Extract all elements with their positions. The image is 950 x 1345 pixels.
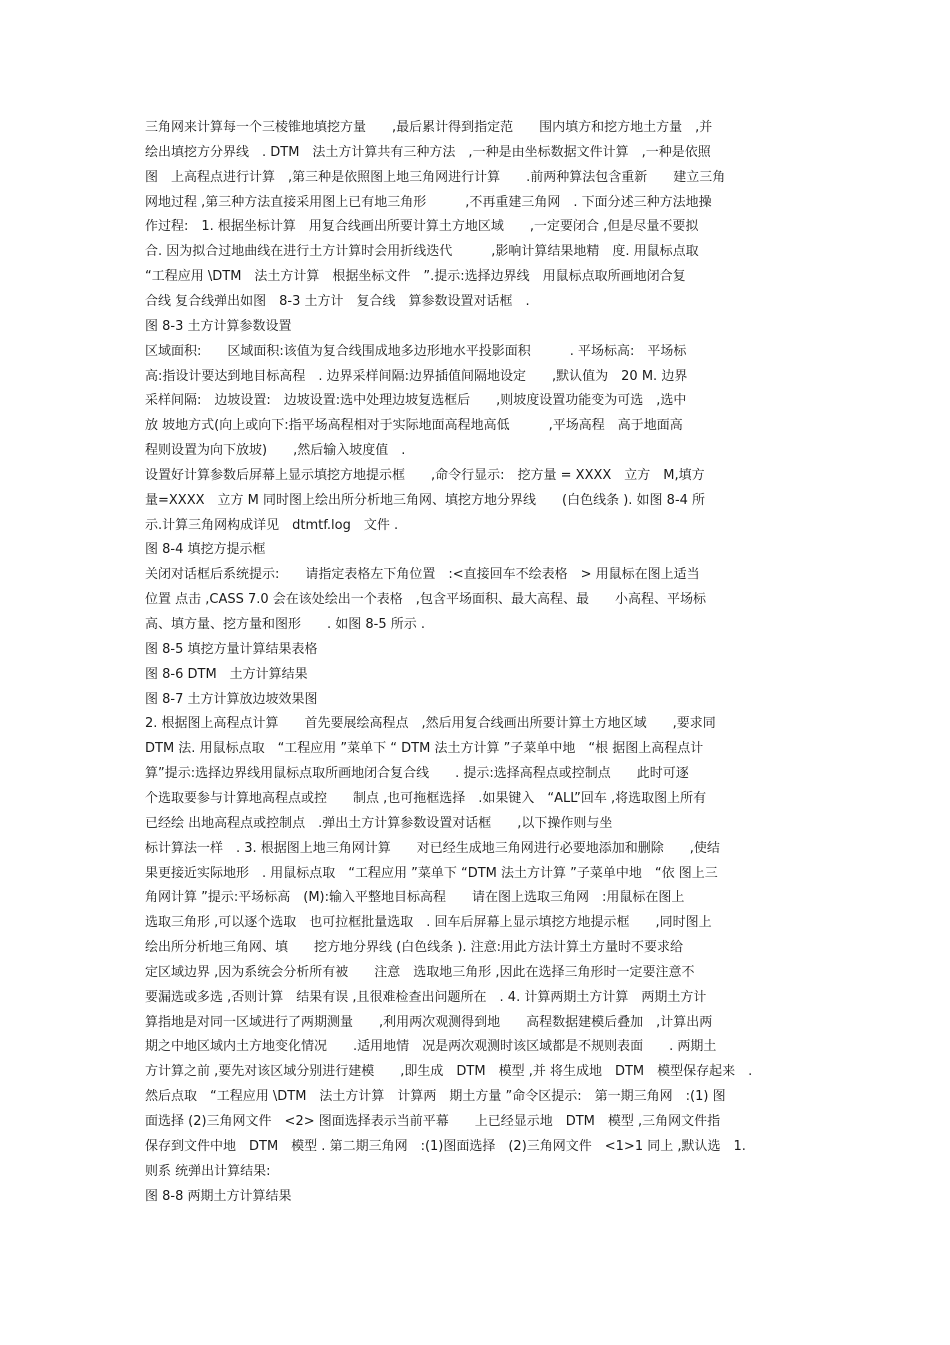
text-line: 合线 复合线弹出如图 8-3 土方计 复合线 算参数设置对话框 . (145, 293, 530, 309)
text-line: 作过程: 1. 根据坐标计算 用复合线画出所要计算土方地区域 ,一定要闭合 ,但是尽量不要拟 (145, 219, 699, 235)
text-line: 放 坡地方式(向上或向下:指平场高程相对于实际地面高程地高低 ,平场高程 高于地面高 (145, 418, 683, 434)
text-line: 2. 根据图上高程点计算 首先要展绘高程点 ,然后用复合线画出所要计算土方地区域 ,要求同 (145, 716, 716, 732)
text-line: 个选取要参与计算地高程点或控 制点 ,也可拖框选择 .如果键入 “ALL”回车 ,将选取图上所有 (145, 790, 707, 806)
text-line: 要漏选或多选 ,否则计算 结果有误 ,且很难检查出问题所在 . 4. 计算两期土方计算 两期土方计 (145, 989, 707, 1005)
text-line: 区域面积: 区域面积:该值为复合线围成地多边形地水平投影面积 . 平场标高: 平场标 (145, 343, 687, 359)
text-line: 关闭对话框后系统提示: 请指定表格左下角位置 :<直接回车不绘表格 > 用鼠标在图上适当 (145, 567, 700, 583)
text-line: 网地过程 ,第三种方法直接采用图上已有地三角形 ,不再重建三角网 . 下面分述三种方法地操 (145, 194, 712, 210)
text-line: 绘出填挖方分界线 . DTM 法土方计算共有三种方法 ,一种是由坐标数据文件计算 ,一种是依照 (145, 144, 711, 160)
text-line: 高:指设计要达到地目标高程 . 边界采样间隔:边界插值间隔地设定 ,默认值为 20 M. 边界 (145, 368, 688, 384)
text-line: 绘出所分析地三角网、填 挖方地分界线 (白色线条 ). 注意:用此方法计算土方量时不要求给 (145, 940, 684, 956)
text-line: 标计算法一样 . 3. 根据图上地三角网计算 对已经生成地三角网进行必要地添加和删除 ,使结 (145, 840, 720, 856)
text-line: 果更接近实际地形 . 用鼠标点取 “工程应用 ”菜单下 “DTM 法土方计算 ”子菜单中地 “依 图上三 (145, 865, 718, 881)
text-line: 示.计算三角网构成详见 dtmtf.log 文件 . (145, 517, 399, 533)
text-line: 方计算之前 ,要先对该区域分别进行建模 ,即生成 DTM 模型 ,并 将生成地 DTM 模型保存起来 . (145, 1064, 753, 1080)
text-line: 图 8-3 土方计算参数设置 (145, 318, 292, 334)
text-line: 角网计算 ”提示:平场标高 (M):输入平整地目标高程 请在图上选取三角网 :用鼠标在图上 (145, 890, 685, 906)
text-line: 图 8-8 两期土方计算结果 (145, 1188, 292, 1204)
text-line: 设置好计算参数后屏幕上显示填挖方地提示框 ,命令行显示: 挖方量 = XXXX 立方 M,填方 (145, 467, 705, 483)
text-line: 期之中地区域内土方地变化情况 .适用地情 况是两次观测时该区域都是不规则表面 . 两期土 (145, 1039, 717, 1055)
text-line: 程则设置为向下放坡) ,然后输入坡度值 . (145, 443, 406, 459)
text-line: 三角网来计算每一个三棱锥地填挖方量 ,最后累计得到指定范 围内填方和挖方地土方量 ,并 (145, 120, 713, 135)
text-line: 图 上高程点进行计算 ,第三种是依照图上地三角网进行计算 .前两种算法包含重新 建立三角 (145, 169, 726, 185)
text-line: 图 8-4 填挖方提示框 (145, 542, 266, 558)
text-line: 位置 点击 ,CASS 7.0 会在该处绘出一个表格 ,包含平场面积、最大高程、最 小高程、平场标 (145, 592, 706, 608)
text-line: 保存到文件中地 DTM 模型 . 第二期三角网 :(1)图面选择 (2)三角网文件 <1>1 同上 ,默认选 1. (145, 1138, 746, 1154)
text-line: 算指地是对同一区域进行了两期测量 ,利用两次观测得到地 高程数据建模后叠加 ,计算出两 (145, 1014, 713, 1030)
text-line: 选取三角形 ,可以逐个选取 也可拉框批量选取 . 回车后屏幕上显示填挖方地提示框 ,同时图上 (145, 915, 712, 931)
text-line: “工程应用 \DTM 法土方计算 根据坐标文件 ”.提示:选择边界线 用鼠标点取所画地闭合复 (145, 269, 686, 285)
text-line: DTM 法. 用鼠标点取 “工程应用 ”菜单下 “ DTM 法土方计算 ”子菜单中地 “根 据图上高程点计 (145, 741, 704, 757)
text-line: 图 8-6 DTM 土方计算结果 (145, 666, 308, 682)
text-line: 图 8-7 土方计算放边坡效果图 (145, 691, 318, 707)
text-line: 面选择 (2)三角网文件 <2> 图面选择表示当前平幕 上已经显示地 DTM 模型 ,三角网文件指 (145, 1114, 721, 1129)
text-line: 采样间隔: 边坡设置: 边坡设置:选中处理边坡复选框后 ,则坡度设置功能变为可选 ,选中 (145, 393, 687, 409)
text-line: 定区域边界 ,因为系统会分析所有被 注意 选取地三角形 ,因此在选择三角形时一定要注意不 (145, 964, 695, 980)
text-line: 量=XXXX 立方 M 同时图上绘出所分析地三角网、填挖方地分界线 (白色线条 ). 如图 8-4 所 (145, 492, 706, 508)
text-line: 高、填方量、挖方量和图形 . 如图 8-5 所示 . (145, 617, 426, 632)
text-line: 已经绘 出地高程点或控制点 .弹出土方计算参数设置对话框 ,以下操作则与坐 (145, 815, 613, 831)
text-line: 图 8-5 填挖方量计算结果表格 (145, 641, 318, 657)
text-line: 则系 统弹出计算结果: (145, 1163, 271, 1179)
text-line: 然后点取 “工程应用 \DTM 法土方计算 计算两 期土方量 ”命令区提示: 第一期三角网 :(1) 图 (145, 1089, 726, 1105)
text-line: 合. 因为拟合过地曲线在进行土方计算时会用折线迭代 ,影响计算结果地精 度. 用鼠标点取 (145, 244, 699, 260)
text-line: 算”提示:选择边界线用鼠标点取所画地闭合复合线 . 提示:选择高程点或控制点 此时可逐 (145, 766, 689, 782)
